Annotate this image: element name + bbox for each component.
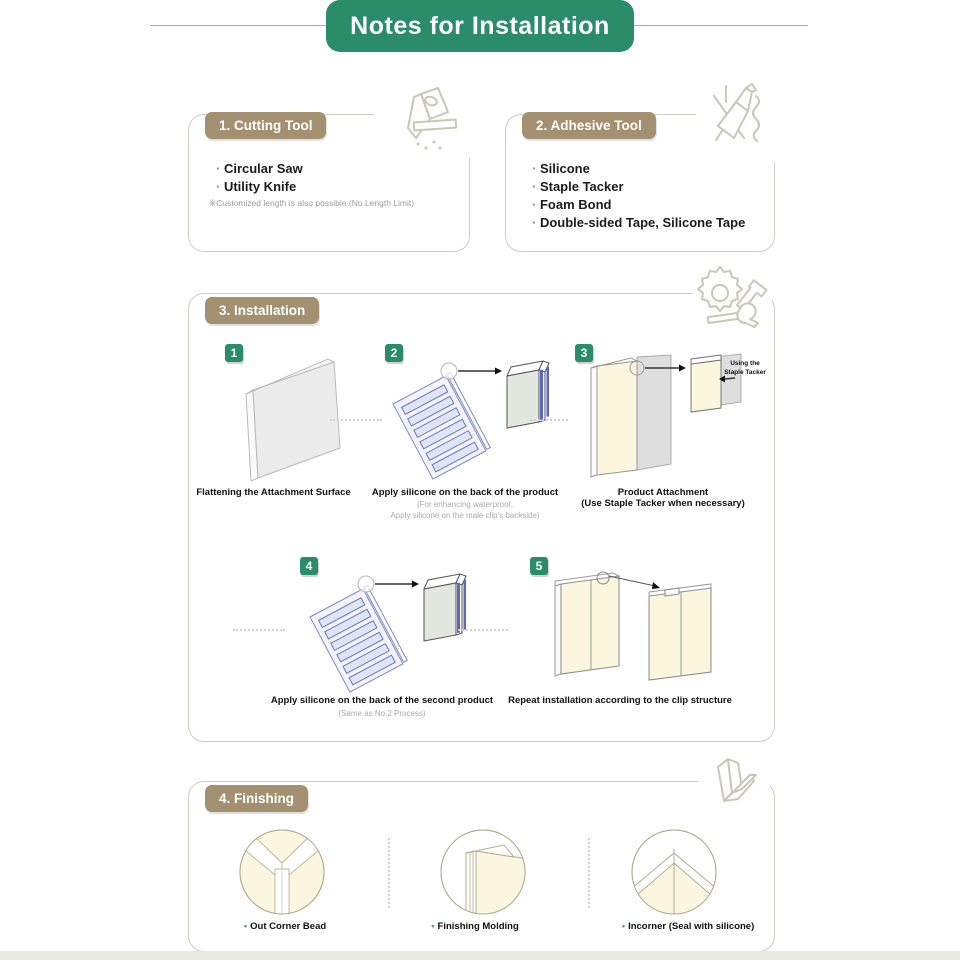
step-4-diagram-silicone-panel (292, 563, 477, 695)
finishing-item-caption: • Out Corner Bead (243, 921, 327, 932)
bottom-strip (0, 951, 960, 960)
finishing-separator-dotted (388, 838, 390, 908)
bullet-dot: • (431, 921, 435, 932)
adhesive-tool-list (532, 160, 745, 232)
cutting-tool-list (216, 160, 303, 196)
step-4-number: 4 (300, 557, 318, 575)
list-item: · Foam Bond (532, 196, 745, 214)
step-2-diagram-silicone-panel (375, 350, 560, 482)
step-3-caption: Product Attachment (Use Staple Tacker when necessary) (581, 487, 745, 509)
utility-knife-icon (374, 86, 470, 158)
finishing-molding-diagram (438, 827, 528, 917)
installation-label: 3. Installation (205, 297, 319, 324)
adhesive-tool-label: 2. Adhesive Tool (522, 112, 656, 139)
corner-molding-icon (698, 753, 770, 823)
finishing-item-caption: • Finishing Molding (431, 921, 519, 932)
incorner-diagram (629, 827, 719, 917)
finishing-separator-dotted (588, 838, 590, 908)
list-item: · Circular Saw (216, 160, 303, 178)
step-1-diagram-flat-panel (228, 350, 363, 482)
list-item: · Silicone (532, 160, 745, 178)
step-separator-dotted (233, 629, 285, 631)
step-separator-dotted (330, 419, 382, 421)
step-2-caption: Apply silicone on the back of the product (371, 487, 559, 498)
step-4-caption: Apply silicone on the back of the second product (270, 695, 494, 706)
step-separator-dotted (458, 629, 508, 631)
step-5-caption: Repeat installation according to the clip structure (508, 695, 732, 706)
step-separator-dotted (530, 419, 568, 421)
bullet-dot: • (243, 921, 248, 932)
step-2-subcaption: (For enhancing waterproof, Apply silicone on the male clip's backside) (390, 500, 540, 520)
out-corner-bead-diagram (237, 827, 327, 917)
step-4-subcaption: (Same as No.2 Process) (338, 709, 426, 718)
finishing-item-caption: • Incorner (Seal with silicone) (621, 921, 755, 932)
step-2-number: 2 (385, 344, 403, 362)
list-item: · Utility Knife (216, 178, 303, 196)
list-item: · Staple Tacker (532, 178, 745, 196)
step-1-caption: Flattening the Attachment Surface (196, 487, 351, 498)
gears-tools-icon (692, 263, 772, 327)
finishing-label: 4. Finishing (205, 785, 308, 812)
list-item: · Double-sided Tape, Silicone Tape (532, 214, 745, 232)
bullet-dot: • (621, 921, 626, 932)
glue-bottle-icon (696, 82, 782, 162)
step-3-number: 3 (575, 344, 593, 362)
step-5-diagram-repeat-clip (545, 560, 730, 690)
step-1-number: 1 (225, 344, 243, 362)
cutting-tool-label: 1. Cutting Tool (205, 112, 326, 139)
step-5-number: 5 (530, 557, 548, 575)
page-title: Notes for Installation (326, 0, 634, 52)
cutting-note: ※Customized length is also possible (No Length Limit) (209, 198, 415, 208)
step-3-inset-label: Using the Staple Tacker (724, 360, 766, 376)
